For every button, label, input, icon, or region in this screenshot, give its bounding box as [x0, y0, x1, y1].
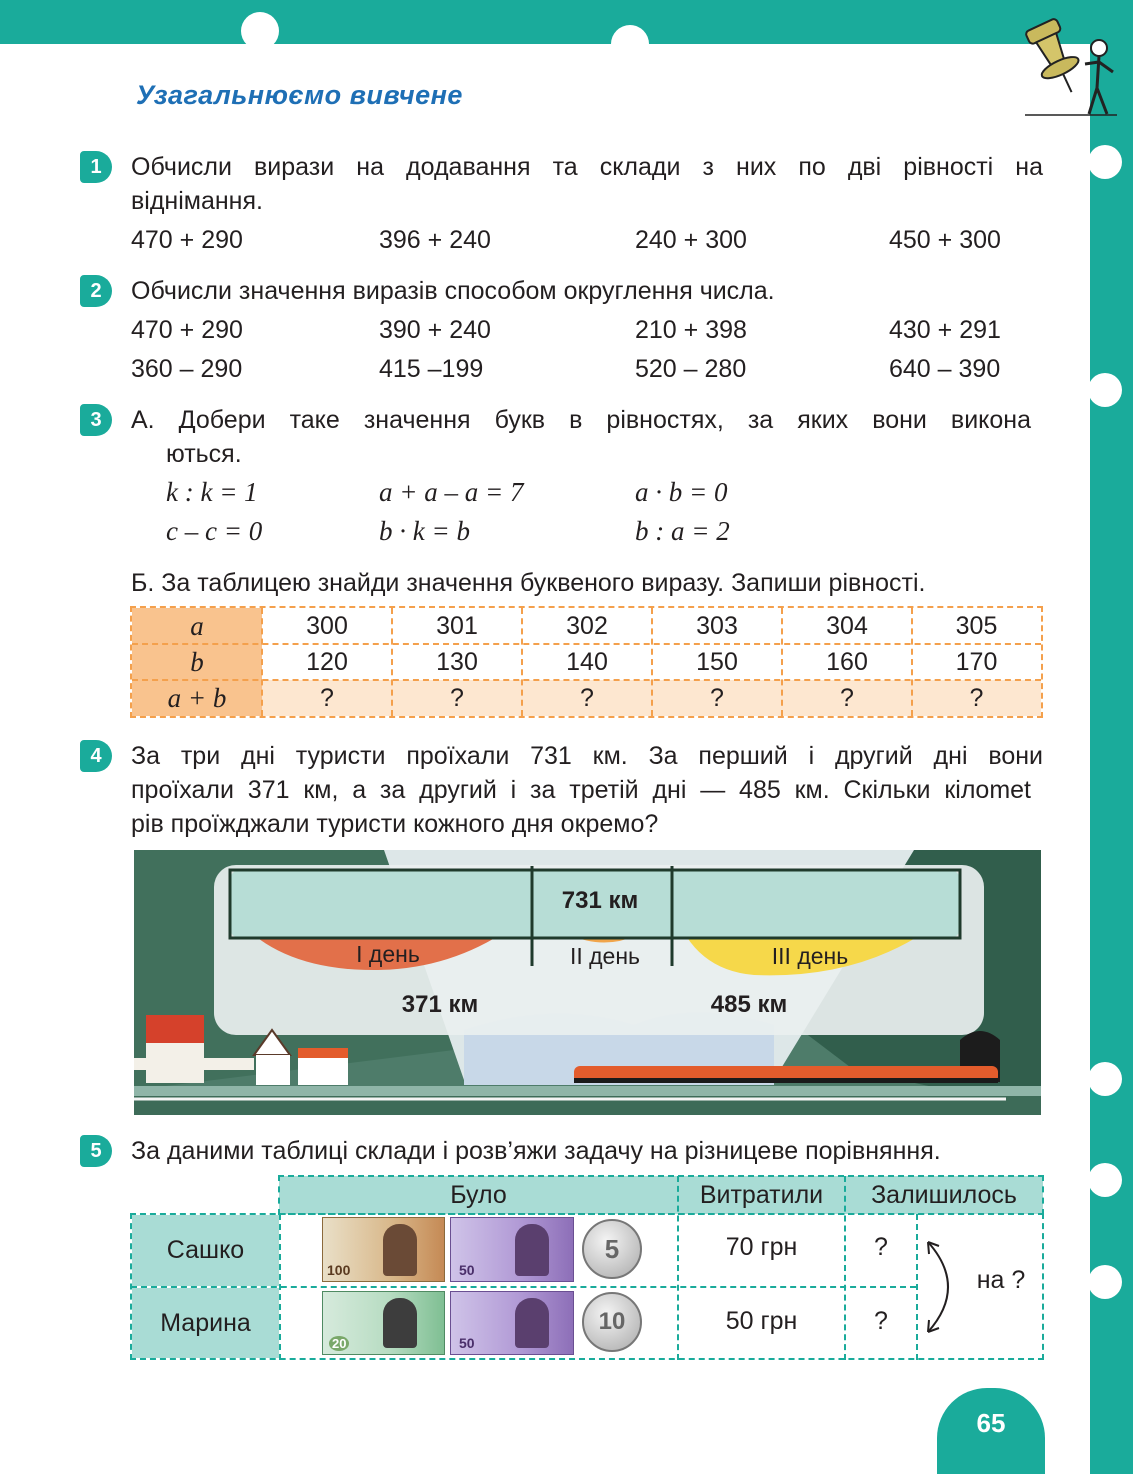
letter-values-table: [130, 606, 1043, 718]
table-cell: 130: [436, 648, 478, 676]
banknote-value: 50: [459, 1335, 475, 1351]
coin-icon: 10: [582, 1292, 642, 1352]
last-two-days-label: 485 км: [710, 991, 788, 1018]
curved-arrow-icon: [920, 1234, 960, 1340]
top-notch: [241, 12, 279, 50]
pushpin-mascot-icon: [1015, 14, 1120, 119]
task-1-expression: 450 + 300: [889, 226, 1001, 254]
row-label-sum: a + b: [132, 680, 262, 716]
task-3-part-a-line2: ються.: [166, 440, 242, 468]
table-divider: [132, 643, 1041, 645]
table-divider: [131, 1286, 916, 1288]
table-cell: 140: [566, 648, 608, 676]
table-cell: 300: [306, 612, 348, 640]
table-cell: 160: [826, 648, 868, 676]
spent-maryna: 50 грн: [725, 1307, 798, 1335]
equation: b : a = 2: [635, 516, 730, 546]
day1-label: I день: [356, 941, 420, 967]
left-maryna: ?: [874, 1307, 888, 1335]
task-2-expression: 470 + 290: [131, 316, 243, 344]
side-notch: [1088, 1163, 1122, 1197]
header-left: Залишилось: [845, 1176, 1043, 1214]
task-5-text: За даними таблиці склади і розв’яжи задачу на різницеве порівняння.: [131, 1137, 941, 1165]
table-cell: 303: [696, 612, 738, 640]
table-cell: ?: [710, 684, 724, 712]
day3-label: III день: [771, 943, 849, 969]
table-divider: [916, 1214, 918, 1360]
section-title: Узагальнюємо вивчене: [136, 80, 463, 110]
task-2-expression: 360 – 290: [131, 355, 243, 383]
banknote-value: 20: [329, 1336, 349, 1351]
task-4-text-line2: проїхали 371 км, а за другий і за третій дні — 485 км. Скільки кілomet: [131, 776, 1031, 804]
equation: a + a – a = 7: [379, 477, 524, 507]
banknote-icon: [450, 1217, 574, 1282]
equation: a · b = 0: [635, 477, 728, 507]
task-2-expression: 210 + 398: [635, 316, 747, 344]
side-notch: [1088, 1062, 1122, 1096]
banknote-icon: [450, 1291, 574, 1355]
task-3-badge: 3: [80, 404, 112, 436]
table-cell: 301: [436, 612, 478, 640]
task-2-expression: 640 – 390: [889, 355, 1001, 383]
side-notch: [1088, 145, 1122, 179]
row-name-sashko: Сашко: [132, 1215, 279, 1286]
table-cell: ?: [450, 684, 464, 712]
task-1-text-line1: Обчисли вирази на додавання та склади з них по дві рівності на: [131, 153, 1043, 181]
task-5-badge: 5: [80, 1135, 112, 1167]
table-divider: [261, 608, 263, 716]
task-1-expression: 396 + 240: [379, 226, 491, 254]
banknote-icon: [322, 1291, 445, 1355]
table-cell: 150: [696, 648, 738, 676]
table-divider: [651, 608, 653, 716]
table-divider: [132, 679, 1041, 681]
table-cell: 120: [306, 648, 348, 676]
side-notch: [1088, 1265, 1122, 1299]
task-1-text-line2: віднімання.: [131, 187, 263, 215]
task-2-expression: 430 + 291: [889, 316, 1001, 344]
task-4-badge: 4: [80, 740, 112, 772]
banknote-value: 100: [327, 1262, 351, 1278]
banknote-icon: [322, 1217, 445, 1282]
task-2-expression: 390 + 240: [379, 316, 491, 344]
coin-icon: 5: [582, 1219, 642, 1279]
table-cell: ?: [840, 684, 854, 712]
equation: k : k = 1: [166, 477, 258, 507]
task-2-badge: 2: [80, 275, 112, 307]
equation: b · k = b: [379, 516, 470, 546]
total-label: 731 км: [561, 887, 639, 914]
table-cell: ?: [969, 684, 984, 712]
top-band: [0, 0, 1133, 44]
day2-label: II день: [569, 943, 641, 969]
row-label-a: a: [132, 608, 262, 644]
task-2-expression: 415 –199: [379, 355, 484, 383]
table-cell: 305: [955, 612, 998, 640]
banknote-value: 50: [459, 1262, 475, 1278]
task-4-text-line3: рів проїжджали туристи кожного дня окремо?: [131, 810, 659, 838]
row-label-b: b: [132, 644, 262, 680]
left-sashko: ?: [874, 1233, 888, 1261]
table-divider: [911, 608, 913, 716]
table-divider: [391, 608, 393, 716]
right-band: [1090, 0, 1133, 1474]
task-2-text: Обчисли значення виразів способом округлення числа.: [131, 277, 775, 305]
first-two-days-label: 371 км: [401, 991, 479, 1018]
table-cell: 302: [566, 612, 608, 640]
task-2-expression: 520 – 280: [635, 355, 747, 383]
road-diagram-illustration: [134, 850, 1041, 1115]
compare-label: на ?: [976, 1266, 1026, 1294]
task-1-expression: 240 + 300: [635, 226, 747, 254]
task-3-part-b-text: Б. За таблицею знайди значення буквеного виразу. Запиши рівності.: [131, 569, 926, 597]
row-name-maryna: Марина: [132, 1288, 279, 1358]
table-cell: ?: [320, 684, 334, 712]
house-roof: [146, 1015, 204, 1043]
header-spent: Витратили: [678, 1176, 845, 1214]
task-1-badge: 1: [80, 151, 112, 183]
table-cell: 170: [955, 648, 998, 676]
task-1-expression: 470 + 290: [131, 226, 243, 254]
table-divider: [781, 608, 783, 716]
table-cell: 304: [826, 612, 868, 640]
table-cell: ?: [580, 684, 594, 712]
top-notch: [611, 25, 649, 63]
header-border: [278, 1175, 1044, 1215]
task-3-part-a-line1: А. Добери таке значення букв в рівностях, за яких вони викона: [131, 406, 1031, 434]
side-notch: [1088, 373, 1122, 407]
page-number: 65: [976, 1408, 1006, 1438]
table-divider: [521, 608, 523, 716]
header-bulo: Було: [279, 1176, 678, 1214]
task-4-text-line1: За три дні туристи проїхали 731 км. За перший і другий дні вони: [131, 742, 1043, 770]
spent-sashko: 70 грн: [725, 1233, 798, 1261]
equation: c – c = 0: [166, 516, 263, 546]
